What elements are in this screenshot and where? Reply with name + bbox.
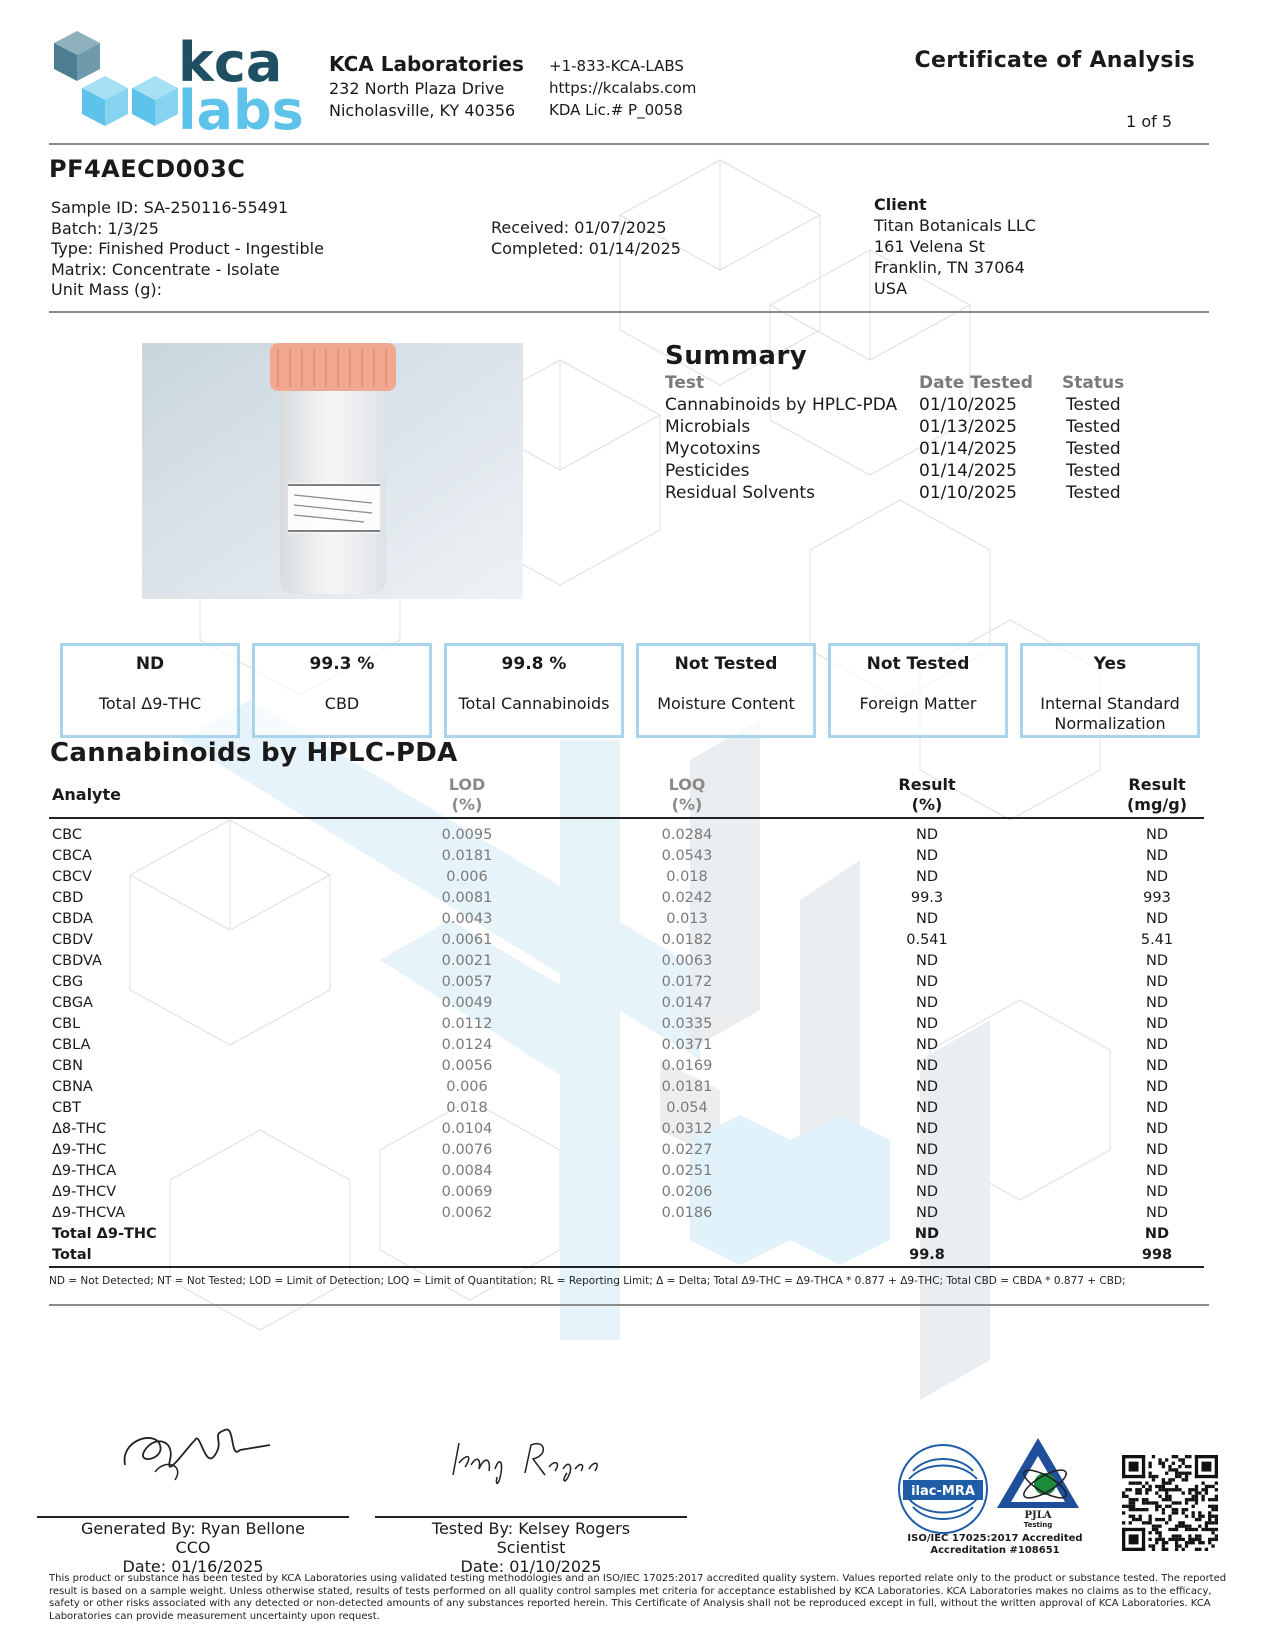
col-header-result-pct <box>852 775 1002 815</box>
sample-unit-mass: Unit Mass (g): <box>51 280 163 299</box>
result-mg-g: ND <box>1145 1037 1168 1053</box>
lab-contact <box>549 55 696 121</box>
loq-value: 0.0186 <box>661 1205 713 1221</box>
summary-test: Microbials <box>665 417 751 437</box>
result-mg-g: ND <box>1145 1100 1168 1116</box>
loq-value: 0.0172 <box>661 974 713 990</box>
disclaimer-text: This product or substance has been tested by KCA Laboratories using validated testing methodologies and an ISO/IEC 17025:2017 accredited quality system. Values reported relate only to the product or substance tested. The reported result is based on a sample weight. Unless otherwise stated, results of tests performed on all quality control samples met criteria for acceptance established by KCA Laboratories. KCA Laboratories makes no claims as to the efficacy, safety or other risks associated with any detected or non-detected amounts of any substances reported herein. This Certificate of Analysis shall not be reproduced except in full, without the written approval of KCA Laboratories. KCA Laboratories can provide measurement uncertainty upon request. <box>49 1573 1227 1622</box>
result-mg-g: ND <box>1145 1079 1168 1095</box>
col-header-loq <box>612 775 762 815</box>
result-box-value: 99.3 % <box>309 654 375 674</box>
sample-divider <box>49 311 1209 313</box>
table-row <box>52 1142 1222 1163</box>
signature-kelsey-rogers <box>445 1425 615 1495</box>
lod-value: 0.0112 <box>441 1016 493 1032</box>
table-row <box>52 890 1222 911</box>
table-row <box>52 995 1222 1016</box>
result-percent: ND <box>915 995 938 1011</box>
summary-status: Tested <box>1066 395 1121 415</box>
summary-test: Mycotoxins <box>665 439 761 459</box>
result-mg-g: ND <box>1145 1142 1168 1158</box>
analyte-name: Δ9-THCV <box>52 1184 117 1200</box>
loq-value: 0.0227 <box>661 1142 713 1158</box>
result-mg-g: ND <box>1145 869 1168 885</box>
sample-code: PF4AECD003C <box>49 155 246 183</box>
result-box-value: 99.8 % <box>501 654 567 674</box>
result-mg-g: ND <box>1145 995 1168 1011</box>
page-indicator: 1 of 5 <box>1126 112 1172 131</box>
loq-value: 0.0543 <box>661 848 713 864</box>
analyte-name: CBD <box>52 890 84 906</box>
loq-value: 0.054 <box>666 1100 708 1116</box>
lab-address <box>329 78 515 122</box>
sample-details <box>51 198 324 301</box>
qr-code-icon[interactable] <box>1122 1455 1218 1551</box>
result-box <box>60 643 240 738</box>
summary-title: Summary <box>665 341 808 371</box>
loq-value: 0.0251 <box>661 1163 713 1179</box>
result-percent: ND <box>915 869 938 885</box>
ilac-text: ilac-MRA <box>911 1484 975 1499</box>
result-percent: ND <box>915 1037 938 1053</box>
result-percent: ND <box>915 1079 938 1095</box>
result-box-value: Yes <box>1093 654 1127 674</box>
result-percent: ND <box>915 1205 938 1221</box>
signature-line-2 <box>375 1516 687 1518</box>
result-box <box>252 643 432 738</box>
result-percent: ND <box>915 827 938 843</box>
sample-batch: Batch: 1/3/25 <box>51 218 159 238</box>
header-divider <box>49 143 1209 145</box>
result-box-label: Foreign Matter <box>859 694 977 713</box>
analyte-name: Δ8-THC <box>52 1121 107 1137</box>
result-percent: ND <box>915 1163 938 1179</box>
result-box <box>636 643 816 738</box>
analyte-name: Δ9-THCA <box>52 1163 117 1179</box>
analyte-name: CBLA <box>52 1037 91 1053</box>
lod-value: 0.0084 <box>441 1163 493 1179</box>
analyte-name: CBN <box>52 1058 83 1074</box>
col-header-analyte: Analyte <box>52 785 121 804</box>
result-box-value: Not Tested <box>674 654 778 674</box>
received-date: Received: 01/07/2025 <box>491 218 667 237</box>
summary-test: Pesticides <box>665 461 750 481</box>
lod-value: 0.006 <box>446 1079 488 1095</box>
result-box-value: Not Tested <box>866 654 970 674</box>
product-photo <box>142 343 523 599</box>
sample-matrix: Matrix: Concentrate - Isolate <box>51 259 280 279</box>
result-mg-g: ND <box>1145 974 1168 990</box>
document-title: Certificate of Analysis <box>914 48 1195 73</box>
accreditation-line-1: ISO/IEC 17025:2017 Accredited <box>907 1533 1083 1544</box>
result-mg-g: ND <box>1145 1184 1168 1200</box>
result-mg-g: 993 <box>1143 890 1171 906</box>
result-percent: ND <box>915 1121 938 1137</box>
analyte-name: CBCA <box>52 848 92 864</box>
logo-cubes-icon <box>54 31 178 126</box>
loq-value: 0.0284 <box>661 827 713 843</box>
result-mg-label: Result <box>1128 775 1186 794</box>
table-header-rule <box>49 817 1204 819</box>
loq-value: 0.013 <box>666 911 708 927</box>
table-footnote-rule <box>49 1304 1209 1306</box>
result-mg-g: ND <box>1145 911 1168 927</box>
loq-value: 0.0371 <box>661 1037 713 1053</box>
accreditation-text <box>905 1533 1085 1557</box>
result-percent: ND <box>915 1058 938 1074</box>
loq-value: 0.0181 <box>661 1079 713 1095</box>
summary-header-test: Test <box>665 373 705 393</box>
analyte-name: CBGA <box>52 995 93 1011</box>
total-mg-g: 998 <box>1141 1247 1173 1263</box>
result-mg-g: ND <box>1145 1163 1168 1179</box>
result-box-label: Moisture Content <box>657 694 795 713</box>
summary-header-date: Date Tested <box>919 373 1033 393</box>
result-pct-unit: (%) <box>911 795 943 814</box>
logo-text-top: kca <box>178 31 283 94</box>
lab-phone: +1-833-KCA-LABS <box>549 57 684 75</box>
result-percent: ND <box>915 953 938 969</box>
loq-value: 0.0147 <box>661 995 713 1011</box>
table-row <box>52 911 1222 932</box>
loq-value: 0.0063 <box>661 953 713 969</box>
logo-text-bottom: labs <box>178 79 304 136</box>
loq-value: 0.0169 <box>661 1058 713 1074</box>
accreditation-line-2: Accreditation #108651 <box>930 1545 1060 1556</box>
generated-date: Date: 01/16/2025 <box>122 1557 264 1576</box>
result-box-label: Total Cannabinoids <box>458 694 610 713</box>
summary-test: Residual Solvents <box>665 483 815 503</box>
table-row <box>52 953 1222 974</box>
summary-status: Tested <box>1066 439 1121 459</box>
analyte-name: CBL <box>52 1016 81 1032</box>
generated-by: Generated By: Ryan Bellone <box>81 1519 305 1538</box>
signature-ryan-bellone <box>115 1410 275 1490</box>
table-row <box>52 1016 1222 1037</box>
summary-status: Tested <box>1066 461 1121 481</box>
table-row <box>52 974 1222 995</box>
analyte-name: CBNA <box>52 1079 93 1095</box>
analyte-name: CBDA <box>52 911 93 927</box>
result-percent: ND <box>915 1016 938 1032</box>
result-mg-g: ND <box>1145 1205 1168 1221</box>
lod-value: 0.0081 <box>441 890 493 906</box>
lod-value: 0.0056 <box>441 1058 493 1074</box>
result-percent: ND <box>915 1184 938 1200</box>
pjla-text: PJLA <box>1024 1510 1052 1521</box>
summary-header-status: Status <box>1062 373 1125 393</box>
result-mg-g: ND <box>1145 1058 1168 1074</box>
total-name: Total <box>52 1247 92 1263</box>
tested-role: Scientist <box>496 1538 566 1557</box>
analyte-name: CBG <box>52 974 84 990</box>
summary-date: 01/10/2025 <box>919 395 1017 415</box>
loq-value: 0.0206 <box>661 1184 713 1200</box>
loq-value: 0.018 <box>666 869 708 885</box>
total-name: Total Δ9-THC <box>52 1226 157 1242</box>
result-mg-g: ND <box>1145 1016 1168 1032</box>
table-footnote: ND = Not Detected; NT = Not Tested; LOD = Limit of Detection; LOQ = Limit of Quantitation; RL = Reporting Limit; Δ = Delta; Total Δ9-THC = Δ9-THCA * 0.877 + Δ9-THC; Total CBD = CBDA * 0.877 + CBD; <box>49 1275 1126 1287</box>
result-mg-g: ND <box>1145 848 1168 864</box>
summary-date: 01/10/2025 <box>919 483 1017 503</box>
summary-status: Tested <box>1066 417 1121 437</box>
result-mg-unit: (mg/g) <box>1126 795 1188 814</box>
pjla-subtext: Testing <box>1023 1521 1053 1529</box>
summary-test: Cannabinoids by HPLC-PDA <box>665 395 898 415</box>
lod-value: 0.0021 <box>441 953 493 969</box>
result-percent: ND <box>915 1142 938 1158</box>
ilac-mra-logo <box>897 1443 989 1535</box>
result-box-label: Total Δ9-THC <box>98 694 202 713</box>
client-label: Client <box>874 195 927 214</box>
result-percent: ND <box>915 974 938 990</box>
signature-block-1 <box>37 1519 349 1576</box>
loq-value: 0.0312 <box>661 1121 713 1137</box>
sample-id: Sample ID: SA-250116-55491 <box>51 198 289 217</box>
result-percent: ND <box>915 1100 938 1116</box>
lod-value: 0.0062 <box>441 1205 493 1221</box>
total-percent: 99.8 <box>909 1247 945 1263</box>
table-row <box>52 1184 1222 1205</box>
table-row <box>52 1163 1222 1184</box>
client-city: Franklin, TN 37064 <box>874 258 1025 277</box>
tested-date: Date: 01/10/2025 <box>460 1557 602 1576</box>
result-box <box>444 643 624 738</box>
lod-value: 0.0057 <box>441 974 493 990</box>
result-percent: ND <box>915 848 938 864</box>
result-mg-g: ND <box>1145 1121 1168 1137</box>
signature-block-2 <box>375 1519 687 1576</box>
result-mg-g: 5.41 <box>1140 932 1174 948</box>
lab-license: KDA Lic.# P_0058 <box>549 101 683 119</box>
result-mg-g: ND <box>1145 953 1168 969</box>
address-line-2: Nicholasville, KY 40356 <box>329 101 516 120</box>
lod-value: 0.0069 <box>441 1184 493 1200</box>
result-box <box>828 643 1008 738</box>
result-box-value: ND <box>135 654 165 674</box>
pjla-logo <box>993 1434 1083 1524</box>
analyte-name: CBT <box>52 1100 81 1116</box>
summary-date: 01/13/2025 <box>919 417 1017 437</box>
signature-line-1 <box>37 1516 349 1518</box>
analyte-name: CBC <box>52 827 82 843</box>
sample-dates <box>491 218 681 259</box>
table-row <box>52 1205 1222 1226</box>
address-line-1: 232 North Plaza Drive <box>329 79 505 98</box>
analyte-name: Δ9-THCVA <box>52 1205 126 1221</box>
lod-value: 0.0181 <box>441 848 493 864</box>
table-row <box>52 1247 1222 1268</box>
result-box-label: CBD <box>324 694 360 713</box>
tested-by: Tested By: Kelsey Rogers <box>431 1519 631 1538</box>
cannabinoids-title: Cannabinoids by HPLC-PDA <box>50 738 458 768</box>
loq-value: 0.0182 <box>661 932 713 948</box>
kca-logo <box>32 28 312 136</box>
lod-value: 0.018 <box>446 1100 488 1116</box>
analyte-name: Δ9-THC <box>52 1142 107 1158</box>
result-mg-g: ND <box>1145 827 1168 843</box>
analyte-name: CBCV <box>52 869 92 885</box>
lab-website[interactable]: https://kcalabs.com <box>549 79 697 97</box>
result-box-label: Internal Standard Normalization <box>1040 694 1180 733</box>
loq-value: 0.0242 <box>661 890 713 906</box>
table-row <box>52 848 1222 869</box>
summary-date: 01/14/2025 <box>919 461 1017 481</box>
result-percent: ND <box>915 911 938 927</box>
result-box <box>1020 643 1200 738</box>
lod-value: 0.0061 <box>441 932 493 948</box>
lod-value: 0.0104 <box>441 1121 493 1137</box>
table-row <box>52 1037 1222 1058</box>
loq-unit: (%) <box>671 795 703 814</box>
lod-value: 0.0043 <box>441 911 493 927</box>
lod-unit: (%) <box>451 795 483 814</box>
client-street: 161 Velena St <box>874 237 985 256</box>
sample-type: Type: Finished Product - Ingestible <box>51 239 324 258</box>
result-percent: 99.3 <box>910 890 944 906</box>
lod-value: 0.0076 <box>441 1142 493 1158</box>
lod-value: 0.006 <box>446 869 488 885</box>
summary-status: Tested <box>1066 483 1121 503</box>
table-row <box>52 1100 1222 1121</box>
table-row <box>52 932 1222 953</box>
loq-label: LOQ <box>668 775 706 794</box>
client-name: Titan Botanicals LLC <box>874 216 1036 235</box>
col-header-lod <box>392 775 542 815</box>
total-percent: ND <box>914 1226 940 1242</box>
table-row <box>52 1121 1222 1142</box>
result-percent: 0.541 <box>906 932 948 948</box>
summary-date: 01/14/2025 <box>919 439 1017 459</box>
lod-value: 0.0049 <box>441 995 493 1011</box>
col-header-result-mg <box>1082 775 1232 815</box>
completed-date: Completed: 01/14/2025 <box>491 238 681 258</box>
table-row <box>52 1226 1222 1247</box>
table-row <box>52 1079 1222 1100</box>
table-row <box>52 869 1222 890</box>
lod-label: LOD <box>448 775 486 794</box>
generated-role: CCO <box>175 1538 211 1557</box>
table-row <box>52 827 1222 848</box>
table-bottom-rule <box>49 1266 1204 1268</box>
client-info <box>874 194 1036 299</box>
lab-name: KCA Laboratories <box>329 52 524 76</box>
result-pct-label: Result <box>898 775 956 794</box>
lod-value: 0.0124 <box>441 1037 493 1053</box>
total-mg-g: ND <box>1144 1226 1170 1242</box>
table-row <box>52 1058 1222 1079</box>
analyte-name: CBDVA <box>52 953 102 969</box>
lod-value: 0.0095 <box>441 827 493 843</box>
analyte-name: CBDV <box>52 932 93 948</box>
loq-value: 0.0335 <box>661 1016 713 1032</box>
client-country: USA <box>874 279 908 298</box>
